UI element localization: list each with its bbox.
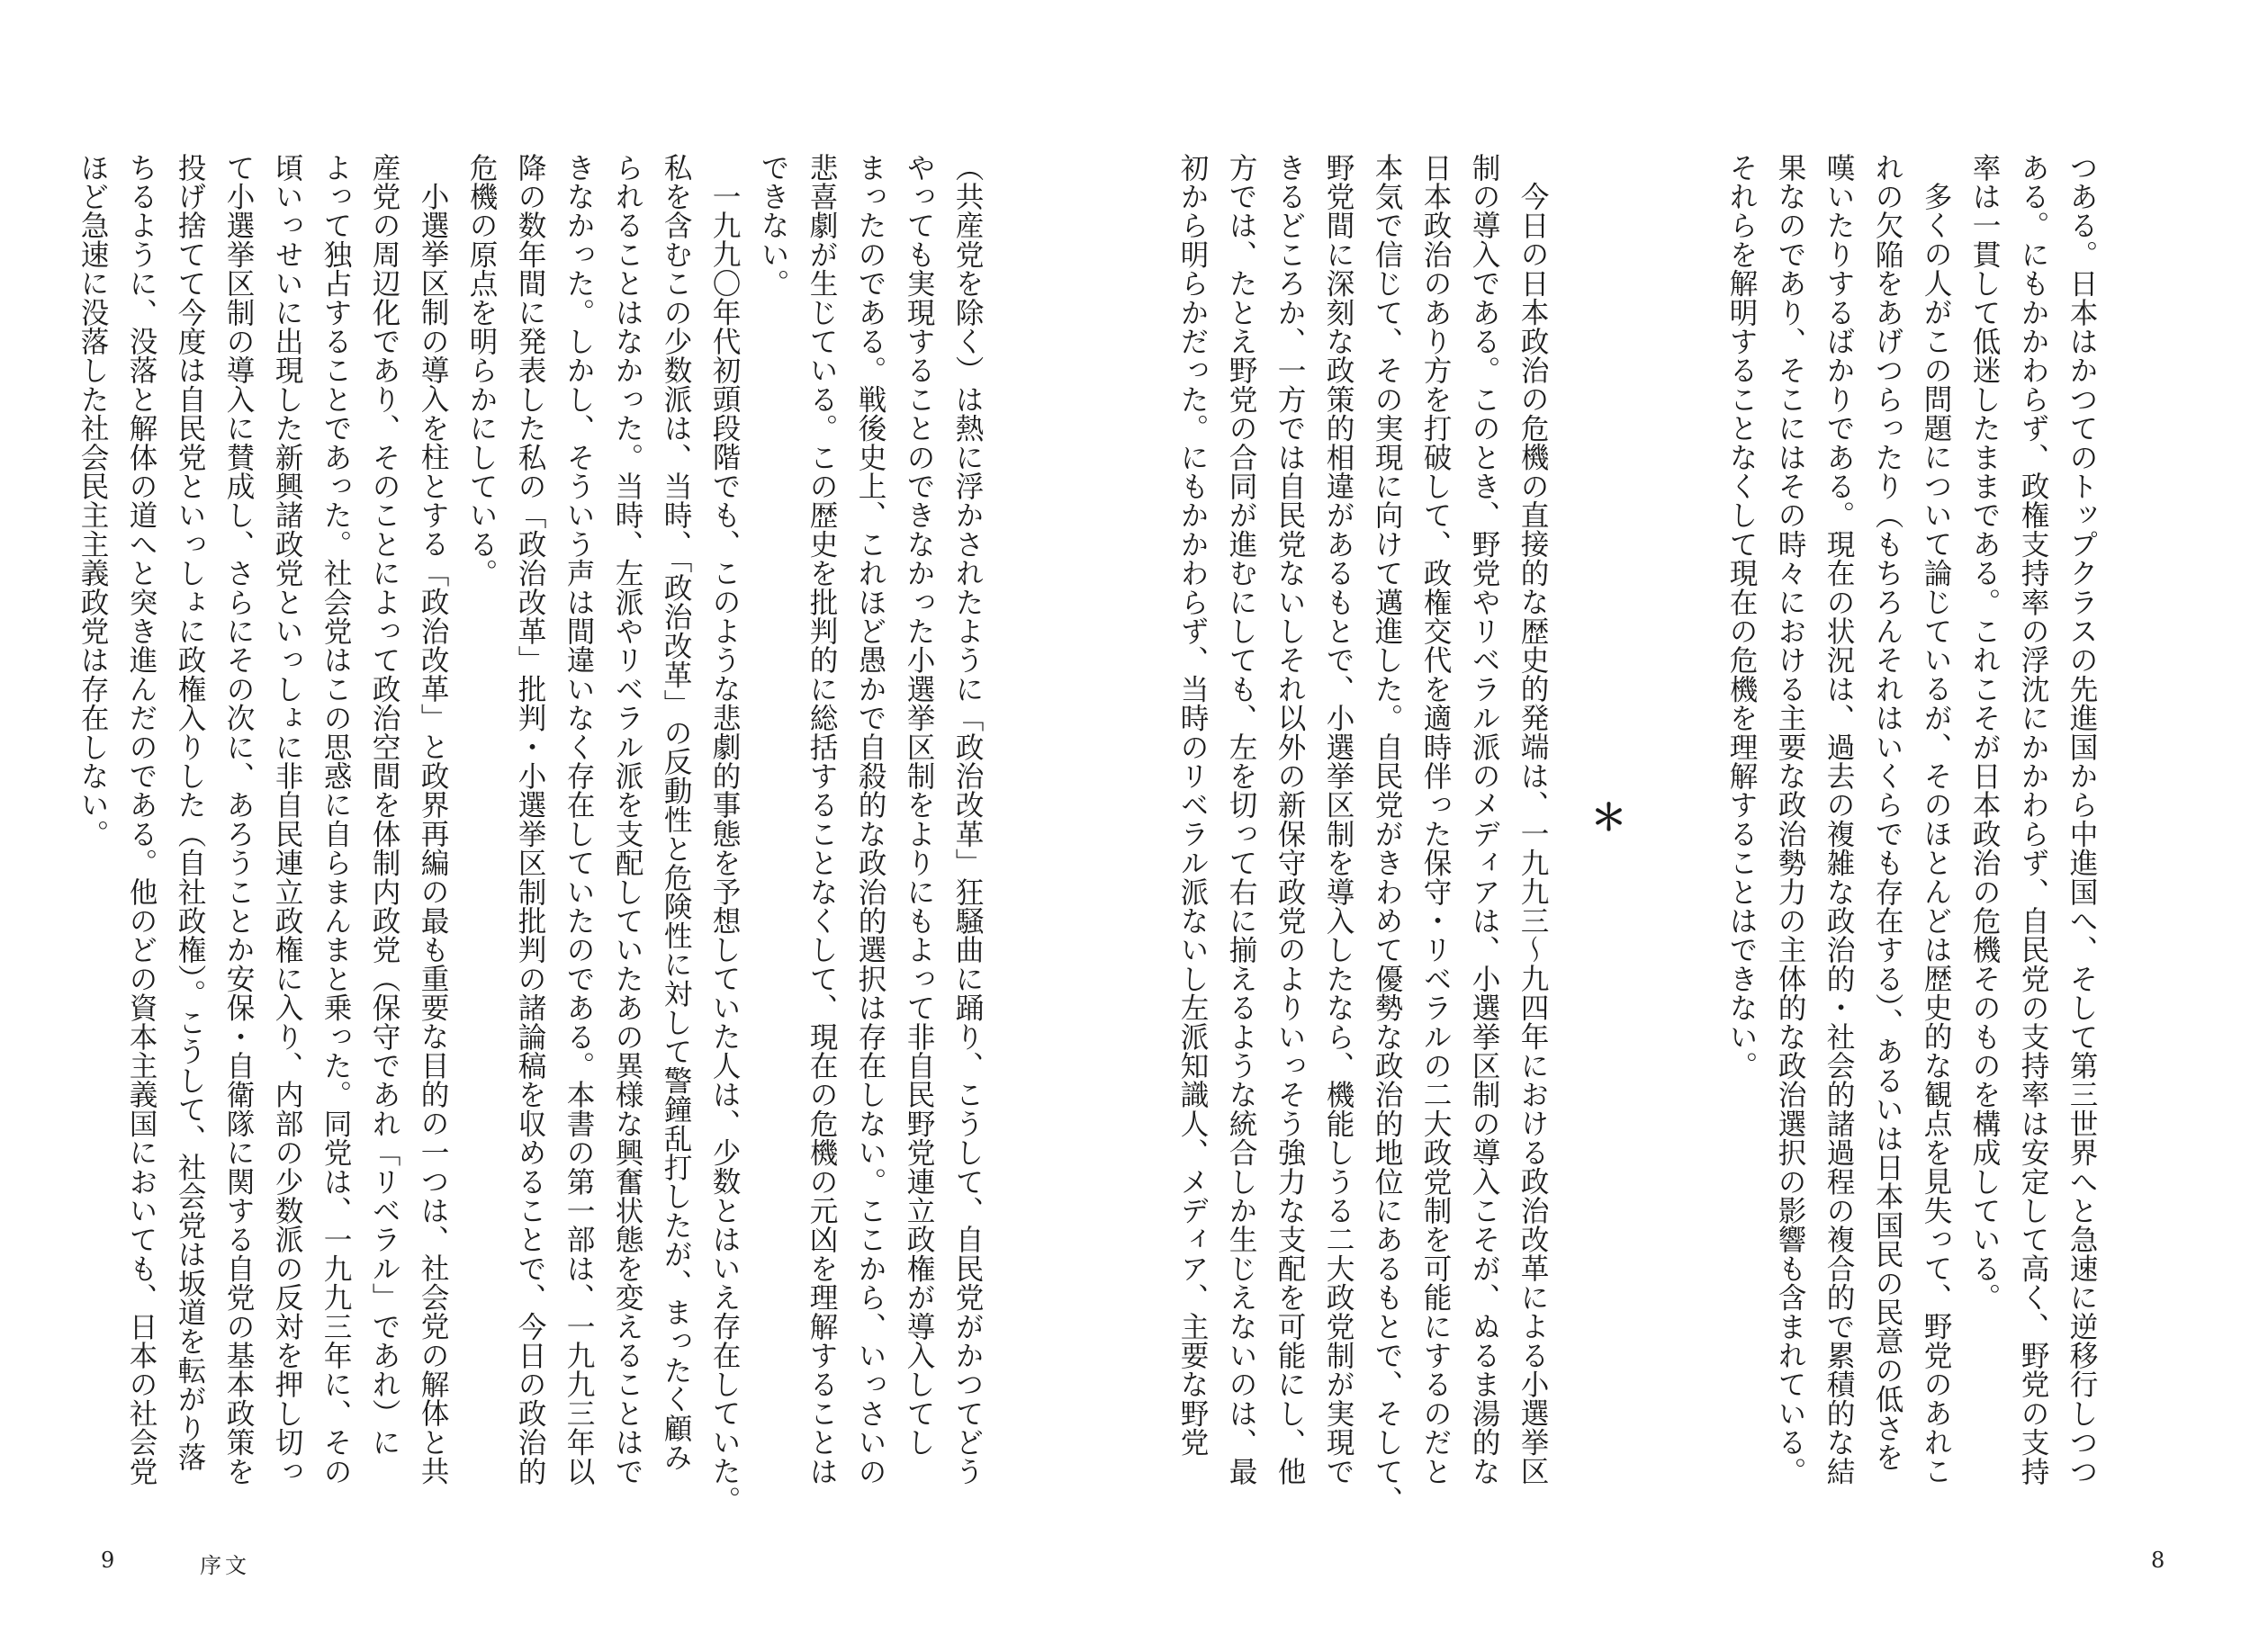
text-line: 果なのであり、そこにはその時々における主要な政治勢力の主体的な政治選択の影響も含まれている。: [1774, 153, 1806, 1486]
text-line: やっても実現することのできなかった小選挙区制をよりにもよって非自民野党連立政権が導入してし: [903, 153, 935, 1457]
text-line: 方では、たとえ野党の合同が進むにしても、左を切って右に揃えるような統合しか生じえないのは、最: [1225, 153, 1257, 1486]
text-line: まったのである。戦後史上、これほど愚かで自殺的な政治的選択は存在しない。ここから、いっさいの: [854, 153, 886, 1486]
text-line: 率は一貫して低迷したままである。これこそが日本政治の危機そのものを構成している。: [1968, 153, 2001, 1312]
text-line: 悲喜劇が生じている。この歴史を批判的に総括することなくして、現在の危機の元凶を理解することは: [806, 153, 838, 1486]
text-line: （共産党を除く）は熱に浮かされたように「政治改革」狂騒曲に踊り、こうして、自民党がかつてどう: [951, 153, 984, 1486]
text-line: 私を含むこの少数派は、当時、「政治改革」の反動性と危険性に対して警鐘乱打したが、まったく顧み: [660, 153, 692, 1472]
text-line: 投げ捨てて今度は自民党といっしょに政権入りした（自社政権）。こうして、社会党は坂道を転がり落: [174, 153, 206, 1472]
text-line: つある。日本はかつてのトップクラスの先進国から中進国へ、そして第三世界へと急速に逆移行しつつ: [2066, 153, 2098, 1486]
text-line: それらを解明することなくして現在の危機を理解することはできない。: [1725, 153, 1758, 1081]
text-line: できない。: [757, 153, 789, 298]
page-number: 9: [101, 1548, 115, 1573]
left-page-body: [68, 153, 992, 1514]
text-line: 危機の原点を明らかにしている。: [465, 153, 498, 588]
text-line: 今日の日本政治の危機の直接的な歴史的発端は、一九九三〜九四年における政治改革による小選挙区: [1516, 181, 1549, 1486]
text-line: 多くの人がこの問題について論じているが、そのほとんどは歴史的な観点を見失って、野党のあれこ: [1920, 181, 1952, 1486]
text-line: きるどころか、一方では自民党ないしそれ以外の新保守政党のよりいっそう強力な支配を可能にし、他: [1274, 153, 1306, 1486]
text-line: 初から明らかだった。にもかかわらず、当時のリベラル派ないし左派知識人、メディア、主要な野党: [1176, 153, 1209, 1457]
page-number: 8: [2151, 1548, 2165, 1573]
text-line: 制の導入である。このとき、野党やリベラル派のメディアは、小選挙区制の導入こそが、ぬるま湯的な: [1468, 153, 1500, 1486]
right-page: [1125, 0, 2250, 1652]
text-line: 頃いっせいに出現した新興諸政党といっしょに非自民連立政権に入り、内部の少数派の反対を押し切っ: [271, 153, 303, 1486]
text-line: 産党の周辺化であり、そのことによって政治空間を体制内政党（保守であれ「リベラル」であれ）に: [368, 153, 400, 1457]
text-line: 一九九〇年代初頭段階でも、このような悲劇的事態を予想していた人は、少数とはいえ存在していた。: [708, 181, 741, 1514]
text-line: 嘆いたりするばかりである。現在の状況は、過去の複雑な政治的・社会的諸過程の複合的で累積的な結: [1822, 153, 1855, 1486]
text-line: ちるように、没落と解体の道へと突き進んだのである。他のどの資本主義国においても、日本の社会党: [125, 153, 158, 1486]
running-head: 序文: [200, 1553, 250, 1578]
text-line: ある。にもかかわらず、政権支持率の浮沈にかかわらず、自民党の支持率は安定して高く、野党の支持: [2017, 153, 2049, 1486]
text-line: れの欠陥をあげつらったり（もちろんそれはいくらでも存在する）、あるいは日本国民の民意の低さを: [1871, 153, 1904, 1472]
section-separator: ＊: [1585, 798, 1627, 835]
text-line: ほど急速に没落した社会民主主義政党は存在しない。: [76, 153, 109, 848]
text-line: 日本政治のあり方を打破して、政権交代を適時伴った保守・リベラルの二大政党制を可能にするのだと: [1419, 153, 1452, 1486]
text-line: られることはなかった。当時、左派やリベラル派を支配していたあの異様な興奮状態を変えることはで: [611, 153, 644, 1486]
text-line: 降の数年間に発表した私の「政治改革」批判・小選挙区制批判の諸論稿を収めることで、今日の政治的: [514, 153, 546, 1486]
text-line: 野党間に深刻な政策的相違があるもとで、小選挙区制を導入したなら、機能しうる二大政党制が実現で: [1322, 153, 1354, 1486]
right-page-body: [1168, 153, 2106, 1515]
text-line: きなかった。しかし、そういう声は間違いなく存在していたのである。本書の第一部は、一九九三年以: [562, 153, 595, 1486]
text-line: て小選挙区制の導入に賛成し、さらにその次に、あろうことか安保・自衛隊に関する自党の基本政策を: [222, 153, 255, 1486]
text-line: よって独占することであった。社会党はこの思惑に自らまんまと乗った。同党は、一九九三年に、その: [320, 153, 352, 1486]
text-line: 本気で信じて、その実現に向けて邁進した。自民党がきわめて優勢な政治的地位にあるもとで、そして、: [1371, 153, 1403, 1515]
text-line: 小選挙区制の導入を柱とする「政治改革」と政界再編の最も重要な目的の一つは、社会党の解体と共: [417, 181, 449, 1486]
